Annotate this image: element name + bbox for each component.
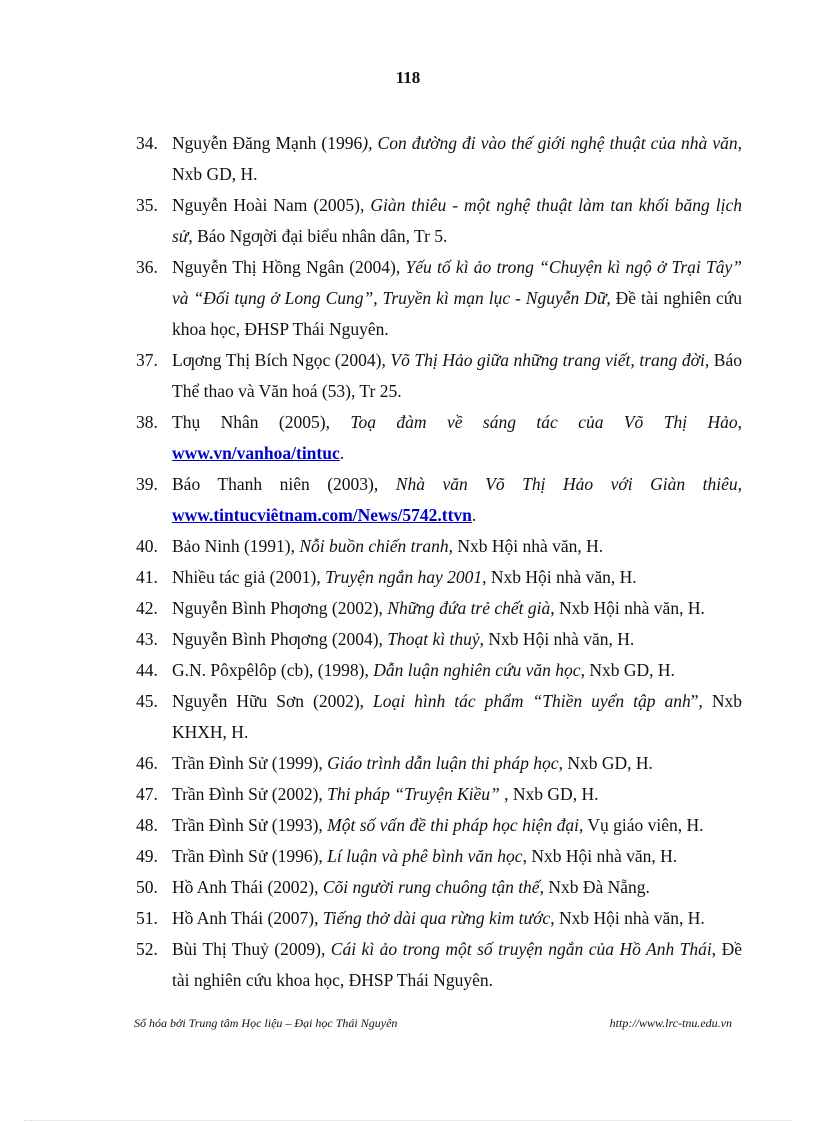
reference-author: Lƣơng Thị Bích Ngọc (2004), <box>172 350 391 370</box>
reference-publisher: , Nxb Hội nhà văn, H. <box>482 567 637 587</box>
reference-author: Nhiều tác giả (2001), <box>172 567 326 587</box>
reference-title: Yếu tố kì ảo trong “Chuyện kì ngộ ở Trại Tây” và “Đối tụng ở Long Cung”, Truyền kì mạn lục - Nguyễn Dữ, <box>172 257 742 308</box>
reference-item <box>136 345 742 407</box>
reference-publisher: , Đề tài nghiên cứu khoa học, ĐHSP Thái Nguyên. <box>172 939 742 990</box>
reference-item <box>136 562 742 593</box>
reference-number: 44. <box>136 660 158 680</box>
reference-author: Báo Thanh niên (2003), <box>172 474 396 494</box>
reference-author: Nguyễn Hữu Sơn (2002), <box>172 691 374 711</box>
footer-source-text: Số hóa bởi Trung tâm Học liệu – Đại học Thái Nguyên <box>134 1016 398 1030</box>
reference-author: Bùi Thị Thuỷ (2009), <box>172 939 331 959</box>
reference-title: Nhà văn Võ Thị Hảo với Giàn thiêu <box>395 474 738 494</box>
reference-item <box>136 872 742 903</box>
reference-item <box>136 407 742 469</box>
reference-item <box>136 686 742 748</box>
reference-number: 46. <box>136 753 158 773</box>
reference-author: Nguyễn Bình Phƣơng (2002), <box>172 598 388 618</box>
page-number: 118 <box>395 68 421 87</box>
reference-author: Hồ Anh Thái (2007), <box>172 908 323 928</box>
reference-author: Trần Đình Sử (1993), <box>172 815 328 835</box>
reference-link[interactable]: www.vn/vanhoa/tintuc <box>172 443 340 463</box>
reference-author: Bảo Ninh (1991), <box>172 536 300 556</box>
reference-author: Nguyễn Thị Hồng Ngân (2004), <box>172 257 406 277</box>
reference-title: Loại hình tác phẩm “Thiền uyển tập anh <box>373 691 691 711</box>
reference-number: 51. <box>136 908 158 928</box>
reference-number: 41. <box>136 567 158 587</box>
reference-list <box>136 128 742 996</box>
reference-number: 40. <box>136 536 158 556</box>
reference-title: Những đứa trẻ chết già <box>387 598 551 618</box>
reference-title: Giáo trình dẫn luận thi pháp học <box>327 753 559 773</box>
reference-number: 43. <box>136 629 158 649</box>
reference-author: Hồ Anh Thái (2002), <box>172 877 323 897</box>
reference-item <box>136 624 742 655</box>
page-bottom-divider <box>24 1120 792 1121</box>
reference-item <box>136 903 742 934</box>
reference-title: Võ Thị Hảo giữa những trang viết, trang đời <box>390 350 705 370</box>
reference-publisher: , Nxb Đà Nẵng. <box>539 877 650 897</box>
reference-publisher: , Nxb Hội nhà văn, H. <box>448 536 604 556</box>
reference-item <box>136 748 742 779</box>
reference-period: . <box>339 443 345 463</box>
reference-title: Thoạt kì thuỷ <box>387 629 480 649</box>
reference-item <box>136 531 742 562</box>
reference-publisher: , Nxb Hội nhà văn, H. <box>550 908 705 928</box>
reference-item <box>136 841 742 872</box>
page-footer <box>134 1016 732 1031</box>
reference-number: 49. <box>136 846 158 866</box>
reference-number: 38. <box>136 412 158 432</box>
reference-number: 35. <box>136 195 158 215</box>
reference-item <box>136 593 742 624</box>
reference-item <box>136 934 742 996</box>
reference-item <box>136 252 742 345</box>
reference-title: Dẫn luận nghiên cứu văn học <box>373 660 581 680</box>
reference-author: Nguyễn Đăng Mạnh (1996 <box>172 133 363 153</box>
reference-number: 42. <box>136 598 158 618</box>
reference-author: Nguyễn Hoài Nam (2005), <box>172 195 371 215</box>
reference-item <box>136 469 742 531</box>
reference-item <box>136 779 742 810</box>
reference-number: 45. <box>136 691 158 711</box>
reference-item <box>136 190 742 252</box>
reference-title: Tiếng thở dài qua rừng kim tước <box>322 908 551 928</box>
reference-title: ), Con đường đi vào thế giới nghệ thuật của nhà văn <box>362 133 738 153</box>
reference-item <box>136 655 742 686</box>
reference-title: Toạ đàm về sáng tác của Võ Thị Hảo <box>350 412 738 432</box>
reference-title: Giàn thiêu - một nghệ thuật làm tan khối băng lịch sử <box>172 195 742 246</box>
reference-item <box>136 810 742 841</box>
reference-publisher: , Nxb Hội nhà văn, H. <box>522 846 678 866</box>
reference-publisher: , Nxb GD, H. <box>499 784 599 804</box>
reference-title: Truyện ngắn hay 2001 <box>325 567 483 587</box>
reference-number: 52. <box>136 939 158 959</box>
reference-publisher: , Báo Thể thao và Văn hoá (53), Tr 25. <box>172 350 742 401</box>
reference-publisher: , Vụ giáo viên, H. <box>578 815 704 835</box>
reference-publisher: , Báo Ngƣời đại biểu nhân dân, Tr 5. <box>188 226 448 246</box>
reference-author: Nguyễn Bình Phƣơng (2004), <box>172 629 388 649</box>
reference-author: Trần Đình Sử (2002), <box>172 784 328 804</box>
reference-number: 48. <box>136 815 158 835</box>
reference-author: Trần Đình Sử (1999), <box>172 753 328 773</box>
reference-publisher: , Nxb GD, H. <box>580 660 675 680</box>
reference-period: . <box>471 505 477 525</box>
reference-publisher: Đề tài nghiên cứu khoa học, ĐHSP Thái Nguyên. <box>172 288 742 339</box>
reference-title: Thi pháp “Truyện Kiều” <box>327 784 500 804</box>
reference-link[interactable]: www.tintucviêtnam.com/News/5742.ttvn <box>172 505 472 525</box>
reference-title: Lí luận và phê bình văn học <box>327 846 523 866</box>
reference-item <box>136 128 742 190</box>
reference-publisher: , Nxb Hội nhà văn, H. <box>479 629 635 649</box>
reference-publisher: , Nxb Hội nhà văn, H. <box>550 598 705 618</box>
reference-title: Cái kì ảo trong một số truyện ngắn của Hồ Anh Thái <box>330 939 712 959</box>
reference-number: 34. <box>136 133 158 153</box>
reference-separator: , <box>737 412 742 432</box>
reference-number: 36. <box>136 257 158 277</box>
reference-publisher: , Nxb GD, H. <box>172 133 743 184</box>
reference-number: 50. <box>136 877 158 897</box>
reference-number: 37. <box>136 350 158 370</box>
reference-author: Thụ Nhân (2005), <box>172 412 351 432</box>
reference-author: G.N. Pôxpêlôp (cb), (1998), <box>172 660 374 680</box>
reference-publisher: ”, Nxb KHXH, H. <box>172 691 743 742</box>
reference-number: 47. <box>136 784 158 804</box>
reference-title: Cõi người rung chuông tận thế <box>322 877 540 897</box>
reference-title: Một số vấn đề thi pháp học hiện đại <box>327 815 579 835</box>
reference-publisher: , Nxb GD, H. <box>558 753 653 773</box>
reference-author: Trần Đình Sử (1996), <box>172 846 328 866</box>
reference-title: Nỗi buồn chiến tranh <box>299 536 449 556</box>
reference-number: 39. <box>136 474 158 494</box>
footer-url: http://www.lrc-tnu.edu.vn <box>609 1016 732 1030</box>
reference-separator: , <box>737 474 742 494</box>
